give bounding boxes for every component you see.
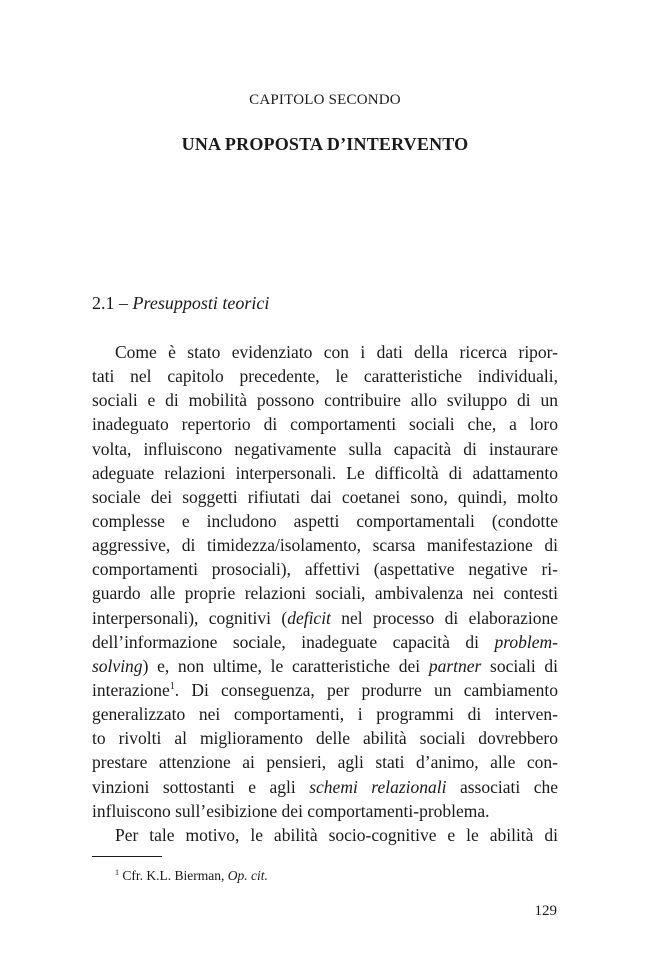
footnote-reference[interactable]: 1 <box>169 680 175 692</box>
body-line: complesse e includono aspetti comportamentali (condotte <box>92 510 558 531</box>
body-line: generalizzato nei comportamenti, i programmi di interven- <box>92 704 558 725</box>
section-heading <box>92 293 269 314</box>
body-line: influiscono sull’esibizione dei comportamenti-problema. <box>92 800 490 821</box>
italic-term: partner <box>428 655 482 676</box>
chapter-title: UNA PROPOSTA D’INTERVENTO <box>181 134 469 154</box>
footnote-marker: 1 <box>115 868 119 877</box>
body-line: Per tale motivo, le abilità socio-cognitive e le abilità di <box>115 824 558 845</box>
body-line: tati nel capitolo precedente, le caratteristiche individuali, <box>92 366 558 387</box>
text-run: nel processo di elaborazione <box>330 607 558 628</box>
body-line: inadeguato repertorio di comportamenti sociali che, a loro <box>92 414 558 435</box>
text-run: ) e, non ultime, le caratteristiche dei <box>142 655 429 676</box>
footnote <box>115 868 268 884</box>
body-line: guardo alle proprie relazioni sociali, ambivalenza nei contesti <box>92 583 558 604</box>
body-line: Come è stato evidenziato con i dati della ricerca ripor- <box>115 342 558 362</box>
text-run: vinzioni sottostanti e agli <box>92 776 310 797</box>
body-line: aggressive, di timidezza/isolamento, scarsa manifestazione di <box>92 535 558 556</box>
body-line: adeguate relazioni interpersonali. Le difficoltà di adattamento <box>92 462 558 483</box>
text-run: . Di conseguenza, per produrre un cambiamento <box>174 679 558 700</box>
body-line <box>92 630 558 654</box>
body-line: prestare attenzione ai pensieri, agli stati d’animo, alle con- <box>92 752 558 773</box>
page-number: 129 <box>534 903 557 919</box>
footnote-divider <box>92 856 162 857</box>
italic-term: schemi relazionali <box>309 776 447 797</box>
text-run: interpersonali), cognitivi ( <box>92 607 288 628</box>
italic-term: solving <box>92 655 143 676</box>
text-run: interazione <box>92 679 170 700</box>
body-line: volta, influiscono negativamente sulla capacità di instaurare <box>92 438 558 459</box>
footnote-citation: Op. cit. <box>227 868 268 883</box>
italic-term: deficit <box>287 607 331 628</box>
body-line <box>92 654 558 678</box>
text-run: associati che <box>446 776 558 797</box>
body-line <box>92 678 558 702</box>
text-run: sociali di <box>481 655 558 676</box>
footnote-text: Cfr. K.L. Bierman, <box>119 868 228 883</box>
body-line: sociali e di mobilità possono contribuire allo sviluppo di un <box>92 390 558 411</box>
text-run: dell’informazione sociale, inadeguate capacità di <box>92 631 495 652</box>
body-line <box>92 606 558 630</box>
body-line: to rivolti al miglioramento delle abilità sociali dovrebbero <box>92 728 558 749</box>
body-line: sociale dei soggetti rifiutati dai coetanei sono, quindi, molto <box>92 486 558 507</box>
italic-term: problem- <box>494 631 558 652</box>
section-title: Presupposti teorici <box>132 293 270 313</box>
body-line <box>92 775 558 799</box>
chapter-label: CAPITOLO SECONDO <box>249 92 401 108</box>
body-line: comportamenti prosociali), affettivi (aspettative negative ri- <box>92 559 558 580</box>
section-number: 2.1 – <box>92 293 133 313</box>
body-paragraph <box>92 340 558 847</box>
